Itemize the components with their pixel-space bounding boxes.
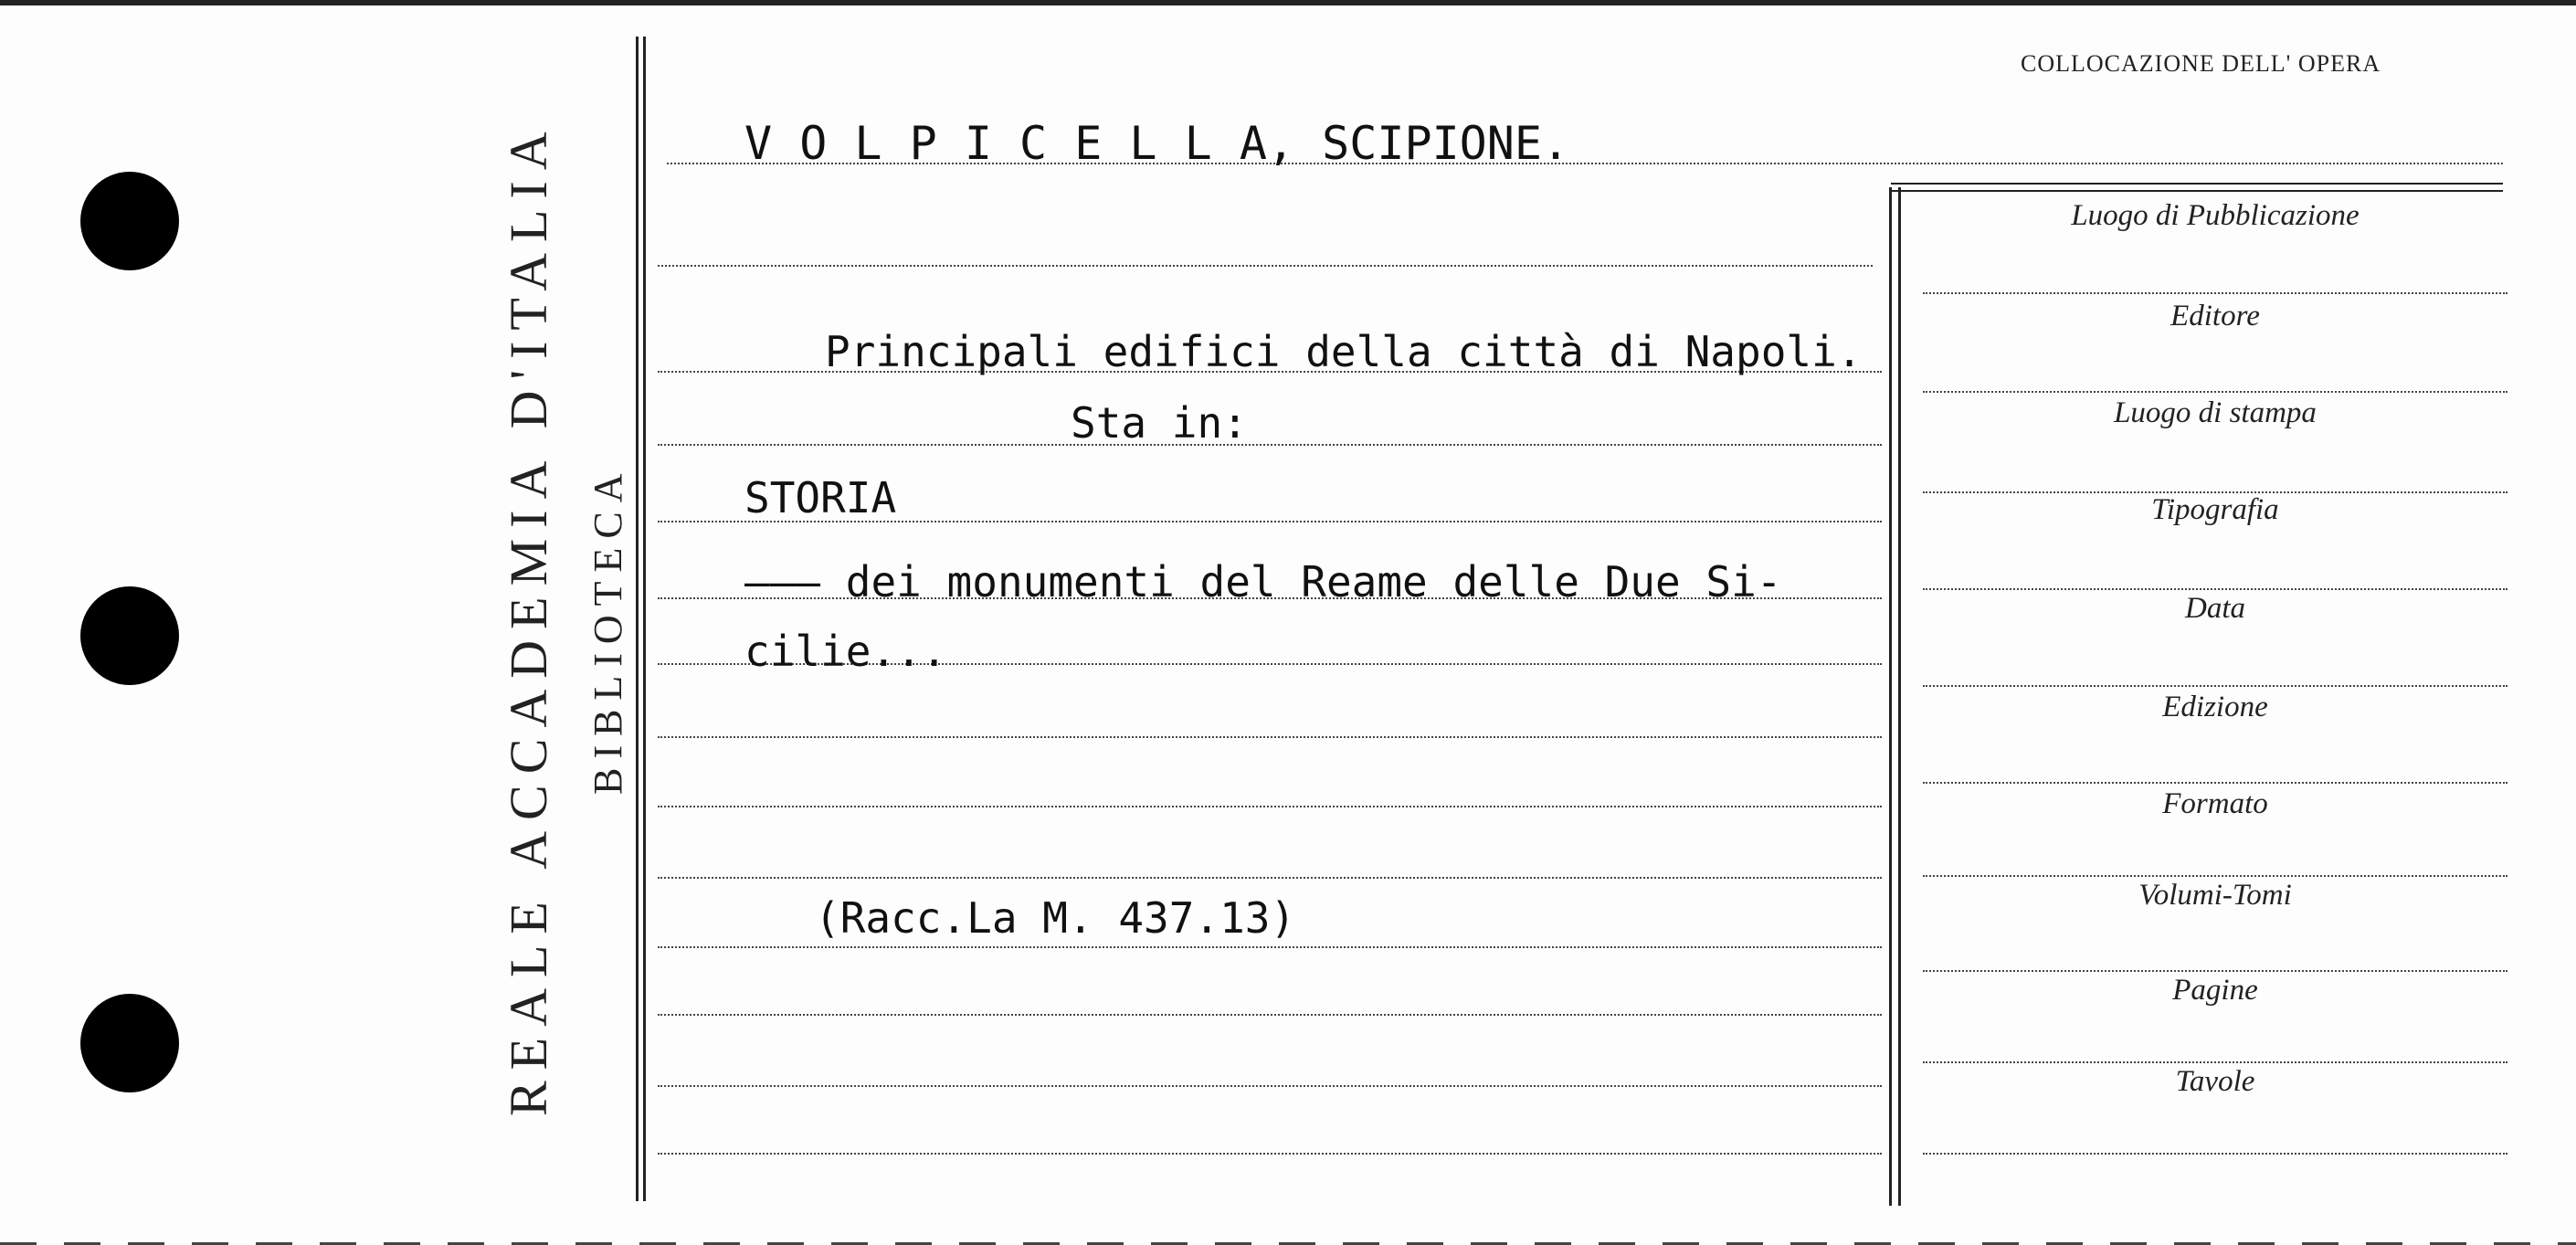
contained-in-line: Sta in: <box>1071 398 1248 448</box>
ruled-line <box>658 1153 1882 1155</box>
field-line <box>1923 685 2507 687</box>
field-line <box>1923 391 2507 393</box>
punch-hole-middle <box>80 586 179 685</box>
series-title-line: STORIA <box>744 473 897 522</box>
ruled-line <box>658 444 1882 446</box>
field-formato: Formato <box>2162 787 2268 820</box>
ruled-line <box>658 806 1882 807</box>
field-line <box>1923 1153 2507 1155</box>
field-tipografia: Tipografia <box>2151 493 2279 526</box>
field-volumi-tomi: Volumi-Tomi <box>2138 879 2292 912</box>
ruled-line <box>658 265 1873 267</box>
left-vertical-rule-1 <box>636 37 639 1201</box>
field-line <box>1923 1061 2507 1063</box>
author-name: V O L P I C E L L A, SCIPIONE. <box>744 117 1570 170</box>
series-subtitle-continuation: cilie... <box>744 627 947 676</box>
field-line <box>1923 292 2507 294</box>
fields-top-rule <box>1891 183 2503 185</box>
field-line <box>1923 782 2507 784</box>
series-subtitle-line: ——— dei monumenti del Reame delle Due Si- <box>744 557 1782 607</box>
ruled-line <box>658 946 1882 948</box>
field-luogo-stampa: Luogo di stampa <box>2114 396 2317 429</box>
field-tavole: Tavole <box>2175 1065 2255 1098</box>
library-title: BIBLIOTECA <box>586 464 630 795</box>
punch-hole-bottom <box>80 994 179 1092</box>
right-vertical-rule-1 <box>1889 187 1892 1206</box>
ruled-line <box>658 877 1882 879</box>
field-line <box>1923 970 2507 972</box>
ruled-line <box>658 1014 1882 1016</box>
collection-reference: (Racc.La M. 437.13) <box>815 893 1296 943</box>
field-data: Data <box>2185 592 2245 625</box>
collocazione-label: COLLOCAZIONE DELL' OPERA <box>2021 50 2381 77</box>
academy-title: REALE ACCADEMIA D'ITALIA <box>499 121 558 1116</box>
ruled-line <box>658 1085 1882 1087</box>
ruled-line <box>658 736 1882 738</box>
left-vertical-rule-2 <box>643 37 646 1201</box>
field-pagine: Pagine <box>2172 974 2258 1007</box>
field-edizione: Edizione <box>2162 691 2268 723</box>
field-line <box>1923 588 2507 590</box>
title-line: Principali edifici della città di Napoli. <box>825 327 1863 376</box>
card-top-border <box>0 0 2576 5</box>
fields-top-rule-2 <box>1891 190 2503 192</box>
field-editore: Editore <box>2170 300 2260 332</box>
field-line <box>1923 875 2507 877</box>
punch-hole-top <box>80 172 179 270</box>
field-luogo-pubblicazione: Luogo di Pubblicazione <box>2071 199 2360 232</box>
